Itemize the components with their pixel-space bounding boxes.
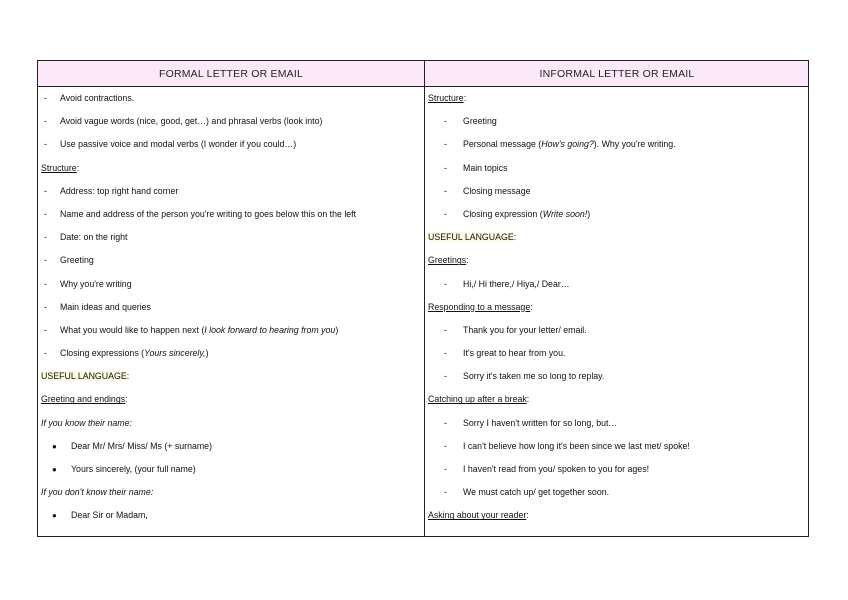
if-know-name-heading: If you know their name: <box>41 417 132 428</box>
list-item: - Main topics <box>444 162 508 173</box>
list-item: - Personal message (How's going?). Why you're writing. <box>444 139 676 150</box>
list-item: - Address: top right hand corner <box>44 185 179 196</box>
table-header-row <box>38 61 808 87</box>
list-item: - Name and address of the person you're writing to goes below this on the left <box>44 208 357 219</box>
list-item: - I haven't read from you/ spoken to you for ages! <box>444 464 650 474</box>
list-item: - I can't believe how long it's been since we last met/ spoke! <box>444 440 690 451</box>
informal-structure-heading: Structure: <box>428 93 467 103</box>
formal-column-header: FORMAL LETTER OR EMAIL <box>158 68 304 80</box>
list-item: - Greeting <box>444 116 497 127</box>
catching-up-heading: Catching up after a break: <box>428 394 530 405</box>
list-item: - Closing message <box>444 185 531 196</box>
greetings-heading: Greetings: <box>428 255 469 266</box>
informal-column-header: INFORMAL LETTER OR EMAIL <box>539 68 695 80</box>
list-item: - We must catch up/ get together soon. <box>444 487 610 498</box>
informal-useful-language-heading: USEFUL LANGUAGE: <box>428 232 517 243</box>
list-item: - Closing expressions (Yours sincerely,) <box>44 348 209 359</box>
list-item: - Sorry I haven't written for so long, but… <box>444 417 618 428</box>
list-item: - Why you're writing <box>44 278 132 289</box>
list-item: - What you would like to happen next (I look forward to hearing from you) <box>44 324 339 335</box>
comparison-table <box>37 60 809 537</box>
responding-heading: Responding to a message: <box>428 301 533 312</box>
list-item: - Greeting <box>44 255 94 266</box>
list-item: - Date: on the right <box>44 232 128 243</box>
asking-heading: Asking about your reader: <box>428 510 529 521</box>
formal-column <box>41 87 423 528</box>
list-item: - Hi,/ Hi there,/ Hiya,/ Dear… <box>444 278 570 289</box>
informal-column <box>428 87 808 528</box>
formal-useful-language-heading: USEFUL LANGUAGE: <box>41 371 130 382</box>
list-item: ● Dear Sir or Madam, <box>52 510 148 521</box>
list-item: ● Yours sincerely, (your full name) <box>52 464 196 474</box>
if-dont-know-name-heading: If you don't know their name: <box>41 487 154 498</box>
list-item: - Avoid vague words (nice, good, get…) and phrasal verbs (look into) <box>44 116 323 127</box>
list-item: - Closing expression (Write soon!) <box>444 208 591 219</box>
list-item: ● Dear Mr/ Mrs/ Miss/ Ms (+ surname) <box>52 440 213 451</box>
list-item: - Main ideas and queries <box>44 301 151 312</box>
list-item: - Use passive voice and modal verbs (I wonder if you could…) <box>44 139 297 150</box>
list-item: - Avoid contractions. <box>44 93 135 103</box>
list-item: - Sorry it's taken me so long to replay. <box>444 371 605 382</box>
list-item: - Thank you for your letter/ email. <box>444 324 587 335</box>
list-item: - It's great to hear from you. <box>444 348 566 359</box>
greeting-endings-heading: Greeting and endings: <box>41 394 128 405</box>
formal-structure-heading: Structure: <box>41 162 80 173</box>
column-divider <box>424 61 425 536</box>
